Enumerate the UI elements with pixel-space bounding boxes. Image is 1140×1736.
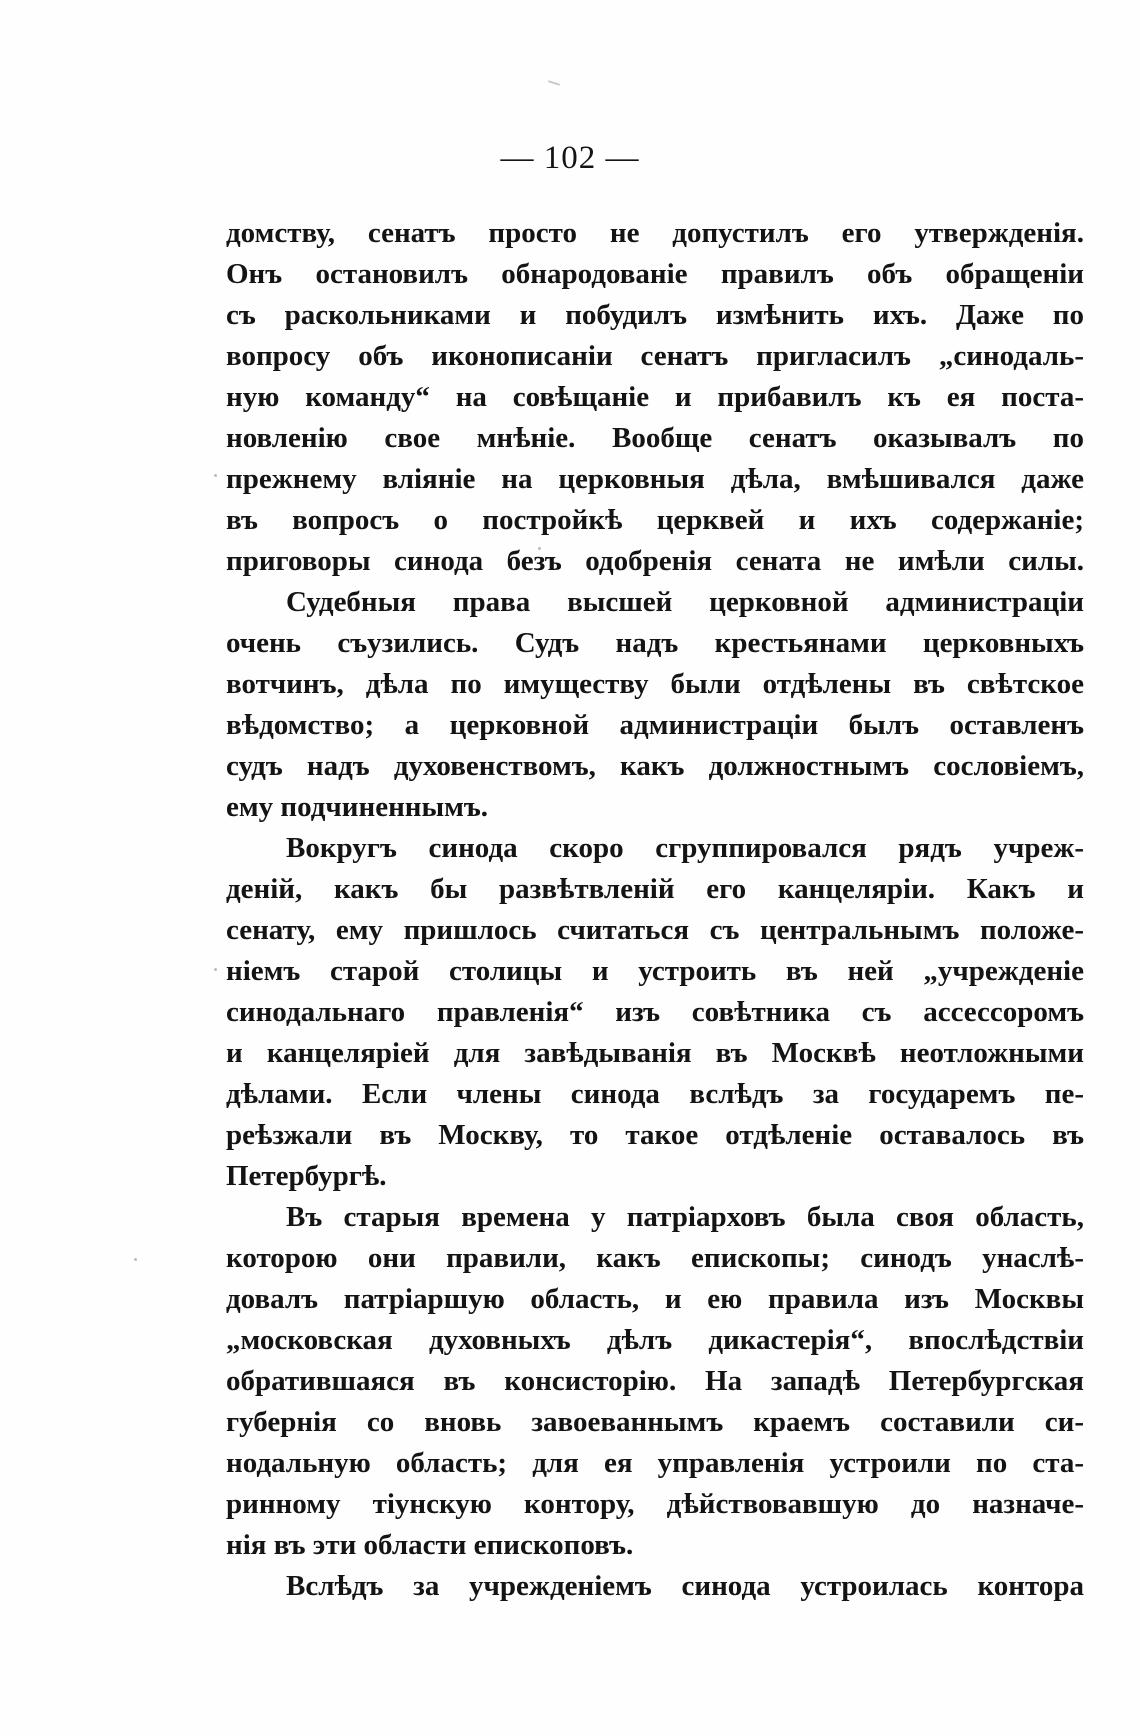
text-line: Петербургѣ. (226, 1160, 387, 1192)
text-line: довалъ патріаршую область, и ею правила изъ Москвы (226, 1283, 1084, 1315)
text-line: нія въ эти области епископовъ. (226, 1529, 634, 1561)
text-line: ніемъ старой столицы и устроить въ ней „учрежденіе (226, 955, 1084, 987)
text-line: реѣзжали въ Москву, то такое отдѣленіе оставалось въ (226, 1119, 1084, 1151)
paper-speck (214, 968, 217, 971)
text-line: деній, какъ бы развѣтвленій его канцеляріи. Какъ и (226, 873, 1084, 905)
text-line: приговоры синода безъ одобренія сената не имѣли силы. (226, 545, 1084, 577)
text-line: ную команду“ на совѣщаніе и прибавилъ къ ея поста- (226, 381, 1084, 413)
text-line: вопросу объ иконописаніи сенатъ пригласилъ „синодаль- (226, 340, 1084, 372)
text-line: губернія со вновь завоеваннымъ краемъ составили си- (226, 1406, 1084, 1438)
print-mark (548, 80, 560, 86)
text-line: которою они правили, какъ епископы; синодъ унаслѣ- (226, 1242, 1084, 1274)
text-line: и канцеляріей для завѣдыванія въ Москвѣ неотложными (226, 1037, 1084, 1069)
paper-speck (214, 474, 217, 477)
text-line: сенату, ему пришлось считаться съ центральнымъ положе- (226, 914, 1084, 946)
text-line: прежнему вліяніе на церковныя дѣла, вмѣшивался даже (226, 463, 1084, 495)
text-line: судъ надъ духовенствомъ, какъ должностнымъ сословіемъ, (226, 750, 1084, 782)
text-line: нодальную область; для ея управленія устроили по ста- (226, 1447, 1084, 1479)
text-line: синодальнаго правленія“ изъ совѣтника съ ассессоромъ (226, 996, 1084, 1028)
text-line: ему подчиненнымъ. (226, 791, 489, 823)
text-line: дѣлами. Если члены синода вслѣдъ за государемъ пе- (226, 1078, 1084, 1110)
text-line: Въ старыя времена у патріарховъ была своя область, (286, 1201, 1084, 1233)
text-line: Судебныя права высшей церковной администраціи (286, 586, 1084, 618)
text-line: обратившаяся въ консисторію. На западѣ Петербургская (226, 1365, 1084, 1397)
text-line: новленію свое мнѣніе. Вообще сенатъ оказывалъ по (226, 422, 1084, 454)
text-line: Онъ остановилъ обнародованіе правилъ объ обращеніи (226, 258, 1084, 290)
text-line: вотчинъ, дѣла по имуществу были отдѣлены въ свѣтское (226, 668, 1084, 700)
text-line: домству, сенатъ просто не допустилъ его утвержденія. (226, 217, 1084, 249)
text-line: въ вопросъ о постройкѣ церквей и ихъ содержаніе; (226, 504, 1084, 536)
text-line: вѣдомство; а церковной администраціи былъ оставленъ (226, 709, 1084, 741)
text-line: Вокругъ синода скоро сгруппировался рядъ учреж- (286, 832, 1084, 864)
text-line: очень съузились. Судъ надъ крестьянами церковныхъ (226, 627, 1084, 659)
page-number: — 102 — (500, 140, 640, 176)
text-line: съ раскольниками и побудилъ измѣнить ихъ. Даже по (226, 299, 1084, 331)
paper-speck (134, 1258, 137, 1261)
text-line: Вслѣдъ за учрежденіемъ синода устроилась контора (286, 1570, 1084, 1602)
text-line: „московская духовныхъ дѣлъ дикастерія“, впослѣдствіи (226, 1324, 1084, 1356)
text-line: ринному тіунскую контору, дѣйствовавшую до назначе- (226, 1488, 1084, 1520)
body-text (226, 213, 1084, 1607)
